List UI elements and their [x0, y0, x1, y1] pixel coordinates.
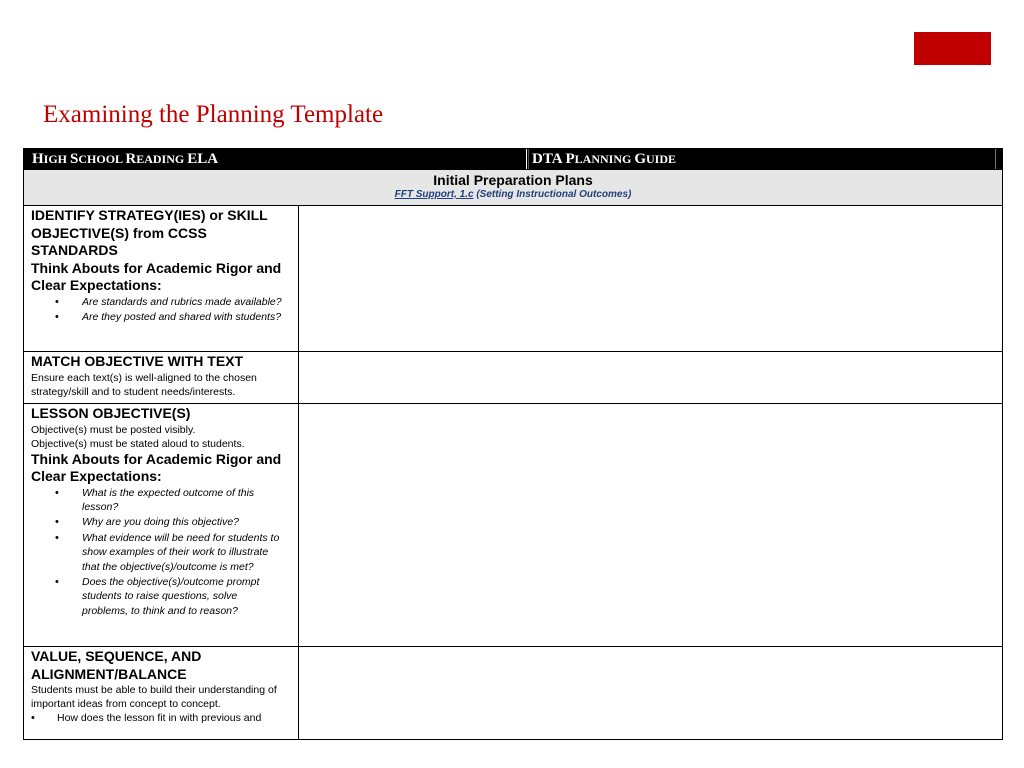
list-item: • What is the expected outcome of this lesson?	[82, 486, 294, 514]
table-header	[24, 149, 1002, 169]
page-title: Examining the Planning Template	[43, 101, 384, 128]
row-identify-strategy	[24, 206, 1002, 352]
row-lesson-objective	[24, 404, 1002, 647]
header-text-part: IGH	[43, 152, 71, 166]
header-text-part: CHOOL	[78, 152, 126, 166]
header-text-part: G	[634, 151, 646, 167]
header-left-title	[32, 149, 218, 169]
row-text: Objective(s) must be stated aloud to students.	[31, 437, 245, 450]
header-right-cell	[526, 149, 676, 169]
bullet-list	[31, 295, 294, 325]
fft-support-link[interactable]: FFT Support, 1.c	[394, 189, 474, 200]
header-text-part: DTA	[532, 151, 566, 167]
row-text: Objective(s) must be posted visibly.	[31, 423, 196, 436]
list-item: • Does the objective(s)/outcome prompt students to raise questions, solve problems, to think and to reason?	[82, 575, 294, 618]
bullet-list	[31, 486, 294, 618]
row-label-cell	[24, 352, 299, 403]
row-label-cell	[24, 647, 299, 739]
list-item: • How does the lesson fit in with previous and	[57, 711, 294, 725]
row-text: Students must be able to build their understanding of important ideas from concept to concept.	[31, 684, 277, 710]
list-item: • What evidence will be need for students to show examples of their work to illustrate that the objective(s)/outcome is met?	[82, 531, 294, 574]
row-input-cell[interactable]	[299, 352, 1002, 403]
row-input-cell[interactable]	[299, 206, 1002, 351]
row-text: Ensure each text(s) is well-aligned to the chosen strategy/skill and to student needs/interests.	[31, 371, 257, 398]
subheader	[24, 169, 1002, 206]
row-heading: IDENTIFY STRATEGY(IES) or SKILL OBJECTIVE(S) from CCSS STANDARDS	[31, 207, 268, 258]
header-text-part: EADING	[136, 152, 188, 166]
header-text-part: ELA	[187, 151, 219, 167]
list-item: • Are they posted and shared with students?	[82, 310, 294, 324]
row-subheading: Think Abouts for Academic Rigor and Clear Expectations:	[31, 259, 282, 293]
row-input-cell[interactable]	[299, 647, 1002, 739]
header-right-title	[528, 149, 676, 169]
header-text-part: R	[125, 151, 137, 167]
header-text-part: UIDE	[646, 152, 677, 166]
row-heading: LESSON OBJECTIVE(S)	[31, 405, 191, 421]
header-divider	[995, 149, 996, 169]
row-label-cell	[24, 206, 299, 351]
row-value-sequence	[24, 647, 1002, 740]
row-match-objective	[24, 352, 1002, 404]
header-text-part: H	[32, 151, 44, 167]
subheader-note-text: (Setting Instructional Outcomes)	[473, 189, 632, 200]
row-heading: VALUE, SEQUENCE, AND ALIGNMENT/BALANCE	[31, 648, 202, 682]
planning-template-table	[23, 148, 1003, 740]
header-text-part: LANNING	[574, 152, 635, 166]
row-input-cell[interactable]	[299, 404, 1002, 646]
list-item: • Why are you doing this objective?	[82, 515, 294, 529]
subheader-title: Initial Preparation Plans	[433, 172, 593, 188]
brand-block	[914, 32, 991, 65]
subheader-note	[24, 188, 1002, 201]
header-text-part: P	[565, 151, 575, 167]
list-item: • Are standards and rubrics made available?	[82, 295, 294, 309]
row-heading: MATCH OBJECTIVE WITH TEXT	[31, 353, 244, 369]
bullet-list	[31, 711, 294, 725]
row-subheading: Think Abouts for Academic Rigor and Clear Expectations:	[31, 450, 282, 484]
header-text-part: S	[70, 151, 79, 167]
row-label-cell	[24, 404, 299, 646]
